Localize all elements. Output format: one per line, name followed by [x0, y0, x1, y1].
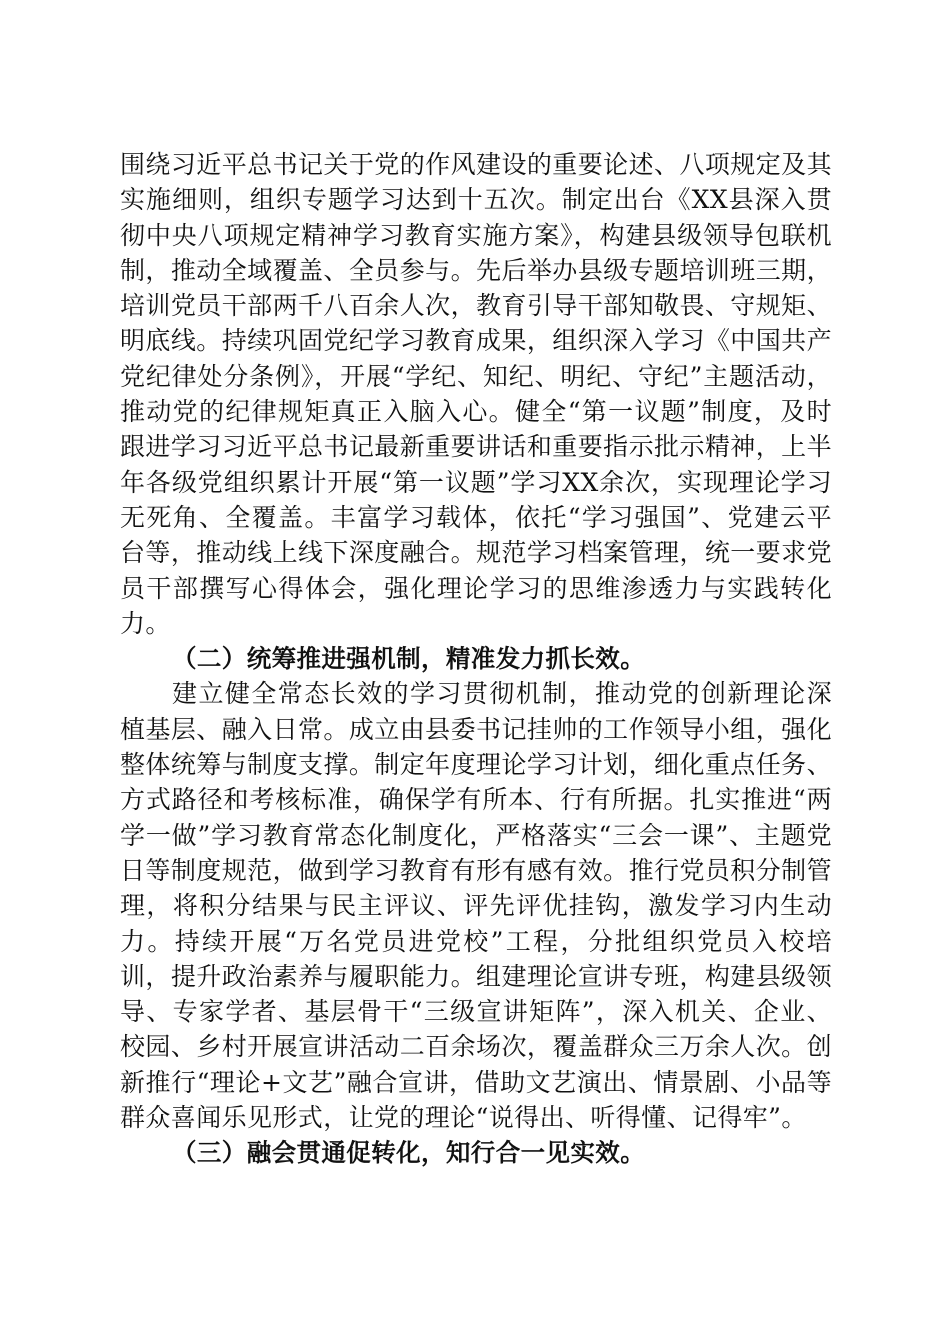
body-paragraph-1: 围绕习近平总书记关于党的作风建设的重要论述、八项规定及其实施细则，组织专题学习达到十五次。制定出台《XX县深入贯彻中央八项规定精神学习教育实施方案》，构建县级领导包联机制，推动全域覆盖、全员参与。先后举办县级专题培训班三期，培训党员干部两千八百余人次，教育引导干部知敬畏、守规矩、明底线。持续巩固党纪学习教育成果，组织深入学习《中国共产党纪律处分条例》，开展“学纪、知纪、明纪、守纪”主题活动，推动党的纪律规矩真正入脑入心。健全“第一议题”制度，及时跟进学习习近平总书记最新重要讲话和重要指示批示精神，上半年各级党组织累计开展“第一议题”学习XX余次，实现理论学习无死角、全覆盖。丰富学习载体，依托“学习强国”、党建云平台等，推动线上线下深度融合。规范学习档案管理，统一要求党员干部撰写心得体会，强化理论学习的思维渗透力与实践转化力。	[120, 150, 832, 638]
section-heading-3: （三）融会贯通促转化，知行合一见实效。	[172, 1138, 646, 1168]
section-heading-2: （二）统筹推进强机制，精准发力抓长效。	[172, 644, 646, 674]
document-body	[120, 147, 832, 1171]
body-paragraph-2: 建立健全常态长效的学习贯彻机制，推动党的创新理论深植基层、融入日常。成立由县委书记挂帅的工作领导小组，强化整体统筹与制度支撑。制定年度理论学习计划，细化重点任务、方式路径和考核标准，确保学有所本、行有所据。扎实推进“两学一做”学习教育常态化制度化，严格落实“三会一课”、主题党日等制度规范，做到学习教育有形有感有效。推行党员积分制管理，将积分结果与民主评议、评先评优挂钩，激发学习内生动力。持续开展“万名党员进党校”工程，分批组织党员入校培训，提升政治素养与履职能力。组建理论宣讲专班，构建县级领导、专家学者、基层骨干“三级宣讲矩阵”，深入机关、企业、校园、乡村开展宣讲活动二百余场次，覆盖群众三万余人次。创新推行“理论+文艺”融合宣讲，借助文艺演出、情景剧、小品等群众喜闻乐见形式，让党的理论“说得出、听得懂、记得牢”。	[120, 679, 832, 1133]
